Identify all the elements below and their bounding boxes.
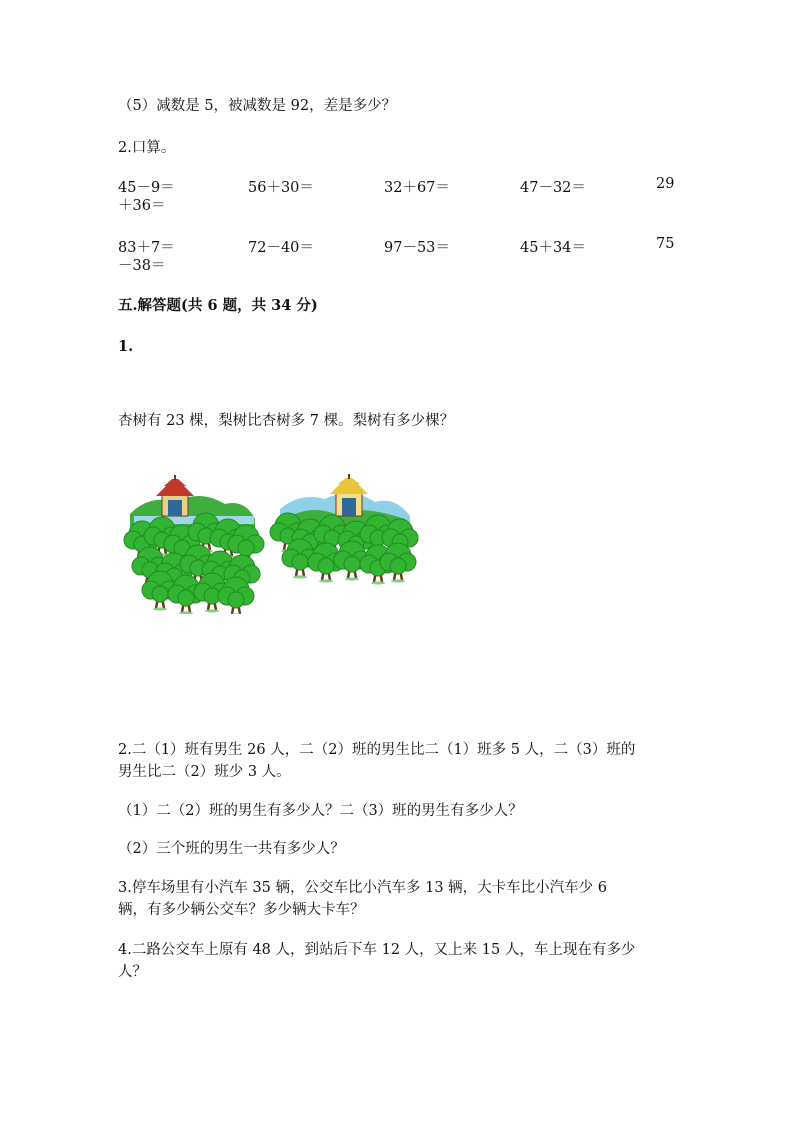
problem-1-number: 1.	[118, 338, 134, 355]
oral-item: 83＋7＝	[118, 240, 175, 256]
problem-2-line-1: 2.二（1）班有男生 26 人，二（2）班的男生比二（1）班多 5 人，二（3）班的	[118, 742, 636, 758]
section-title: 五.解答题(共 6 题，共 34 分)	[118, 297, 318, 314]
tree-layer	[124, 513, 418, 614]
oral-item: 32＋67＝	[384, 180, 450, 196]
oral-item: 29	[656, 176, 675, 192]
oral-item: 47－32＝	[520, 180, 586, 196]
oral-item: 72－40＝	[248, 240, 314, 256]
problem-2-line-2: 男生比二（2）班少 3 人。	[118, 764, 291, 780]
oral-item: 45－9＝	[118, 180, 175, 196]
problem-3-line-2: 辆，有多少辆公交车？多少辆大卡车？	[118, 902, 365, 918]
problem-3-line-1: 3.停车场里有小汽车 35 辆，公交车比小汽车多 13 辆，大卡车比小汽车少 6	[118, 880, 608, 896]
problem-4-line-2: 人？	[118, 964, 147, 980]
problem-1-text: 杏树有 23 棵，梨树比杏树多 7 棵。梨树有多少棵？	[118, 413, 455, 429]
oral-item: 56＋30＝	[248, 180, 314, 196]
oral-item: 45＋34＝	[520, 240, 586, 256]
oral-item: 97－53＝	[384, 240, 450, 256]
oral-calc-title: 2.口算。	[118, 140, 176, 156]
oral-row-2	[118, 236, 674, 256]
problem-2-sub-1: （1）二（2）班的男生有多少人？二（3）班的男生有多少人？	[118, 803, 523, 819]
oral-item-wrap: －38＝	[118, 258, 166, 274]
trees-pavilion-illustration	[120, 474, 420, 614]
oral-item: 75	[656, 236, 675, 252]
oral-row-1	[118, 176, 674, 196]
oral-item-wrap: ＋36＝	[118, 198, 166, 214]
question-5: （5）减数是 5，被减数是 92，差是多少？	[118, 98, 397, 114]
problem-4-line-1: 4.二路公交车上原有 48 人，到站后下车 12 人，又上来 15 人，车上现在有多少	[118, 942, 636, 958]
problem-2-sub-2: （2）三个班的男生一共有多少人？	[118, 841, 345, 857]
